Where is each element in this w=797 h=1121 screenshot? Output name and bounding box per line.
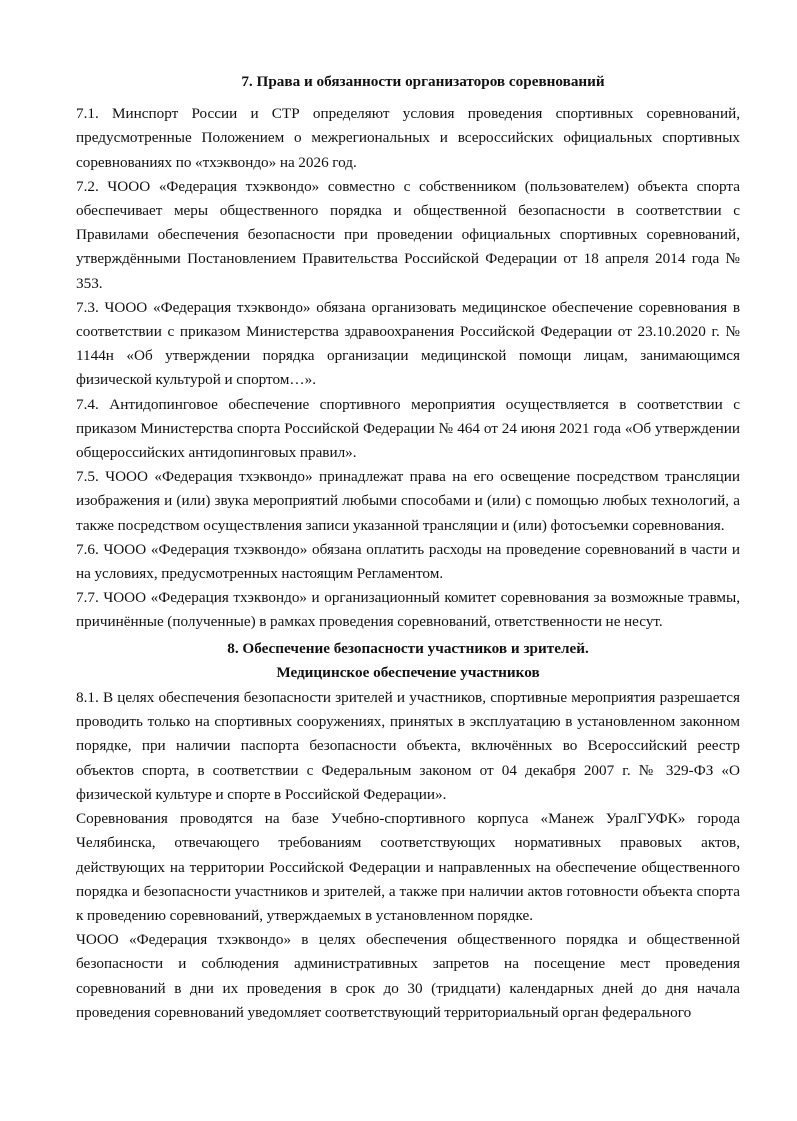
section-7-heading: 7. Права и обязанности организаторов соревнований [241,73,605,90]
paragraph-8-venue: Соревнования проводятся на базе Учебно-спортивного корпуса «Манеж УралГУФК» города Челябинска, отвечающего требованиям соответствующих нормативных правовых актов, действующих на территории Российской Федерации и направленных на обеспечение общественного порядка и безопасности участников и зрителей, а также при наличии актов готовности объекта спорта к проведению соревнований, утверждаемых в установленном порядке. [76,810,740,924]
paragraph-7-6: 7.6. ЧООО «Федерация тхэквондо» обязана оплатить расходы на проведение соревнований в части и на условиях, предусмотренных настоящим Регламентом. [76,540,740,583]
document-page [76,70,740,1025]
paragraph-7-5: 7.5. ЧООО «Федерация тхэквондо» принадлежат права на его освещение посредством трансляции изображения и (или) звука мероприятий любыми способами и (или) с помощью любых технологий, а также посредством осуществления записи указанной трансляции и (или) фотосъемки соревнования. [76,468,740,534]
paragraph-8-1: 8.1. В целях обеспечения безопасности зрителей и участников, спортивные мероприятия разрешается проводить только на спортивных сооружениях, принятых в эксплуатацию в установленном законном порядке, при наличии паспорта безопасности объекта, включённых во Всероссийский реестр объектов спорта, в соответствии с Федеральным законом от 04 декабря 2007 г. № 329-ФЗ «О физической культуре и спорте в Российской Федерации». [76,689,740,803]
paragraph-7-1: 7.1. Минспорт России и СТР определяют условия проведения спортивных соревнований, предусмотренные Положением о межрегиональных и всероссийских официальных спортивных соревнованиях по «тхэквондо» на 2026 год. [76,105,740,171]
paragraph-7-4: 7.4. Антидопинговое обеспечение спортивного мероприятия осуществляется в соответствии с приказом Министерства спорта Российской Федерации № 464 от 24 июня 2021 года «Об утверждении общероссийских антидопинговых правил». [76,395,740,462]
paragraph-8-notification: ЧООО «Федерация тхэквондо» в целях обеспечения общественного порядка и общественной безопасности и соблюдения административных запретов на посещение мест проведения соревнований в дни их проведения в срок до 30 (тридцати) календарных дней до дня начала проведения соревнований уведомляет соответствующий территориальный орган федерального [76,931,740,1021]
paragraph-7-2: 7.2. ЧООО «Федерация тхэквондо» совместно с собственником (пользователем) объекта спорта обеспечивает меры общественного порядка и общественной безопасности в соответствии с Правилами обеспечения безопасности при проведении официальных спортивных соревнований, утверждёнными Постановлением Правительства Российской Федерации от 18 апреля 2014 года № 353. [76,177,740,292]
paragraph-7-7: 7.7. ЧООО «Федерация тхэквондо» и организационный комитет соревнования за возможные травмы, причинённые (полученные) в рамках проведения соревнований, ответственности не несут. [76,589,740,631]
section-8-subheading: Медицинское обеспечение участников [276,663,540,681]
section-8-heading: 8. Обеспечение безопасности участников и зрителей. [227,639,589,657]
paragraph-7-3: 7.3. ЧООО «Федерация тхэквондо» обязана организовать медицинское обеспечение соревнования в соответствии с приказом Министерства здравоохранения Российской Федерации от 23.10.2020 г. № 1144н «Об утверждении порядка организации медицинской помощи лицам, занимающимся физической культурой и спортом…». [76,298,740,389]
